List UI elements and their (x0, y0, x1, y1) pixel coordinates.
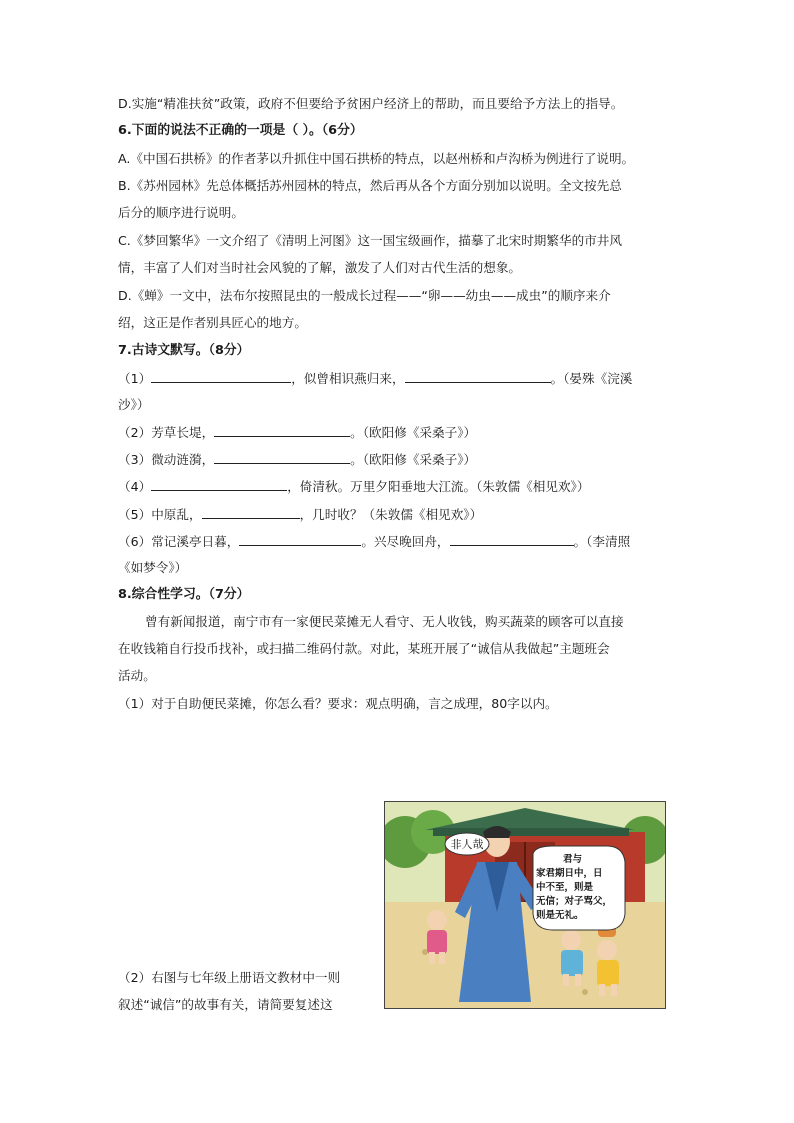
q7-item-2-blank[interactable] (214, 424, 350, 437)
q5-option-d: D.实施“精准扶贫”政策，政府不但要给予贫困户经济上的帮助，而且要给予方法上的指导。 (118, 96, 624, 111)
q8-subquestion-2-line1: （2）右图与七年级上册语文教材中一则 (118, 970, 341, 985)
q7-heading: 7.古诗文默写。（8分） (118, 343, 250, 358)
bubble-right-line3: 中不至，则是 (536, 882, 594, 893)
q7-item-1-mid: ，似曾相识燕归来， (291, 371, 405, 386)
q7-item-6-blank-b[interactable] (450, 533, 574, 546)
q7-item-1-continuation: 沙》） (118, 397, 150, 412)
q6-option-b-line2: 后分的顺序进行说明。 (118, 205, 244, 220)
q8-subquestion-2-line2: 叙述“诚信”的故事有关，请简要复述这 (118, 997, 333, 1012)
q6-option-c-line1: C.《梦回繁华》一文介绍了《清明上河图》这一国宝级画作，描摹了北宋时期繁华的市井风 (118, 233, 622, 248)
q8-paragraph-line3: 活动。 (118, 668, 156, 683)
q6-option-a: A.《中国石拱桥》的作者茅以升抓住中国石拱桥的特点，以赵州桥和卢沟桥为例进行了说明。 (118, 151, 635, 166)
q6-option-b-line1: B.《苏州园林》先总体概括苏州园林的特点，然后再从各个方面分别加以说明。全文按先总 (118, 178, 622, 193)
q7-item-2-start: （2）芳草长堤， (118, 425, 215, 440)
q7-item-6-mid: 。兴尽晚回舟， (361, 534, 450, 549)
q7-item-1 (118, 370, 632, 387)
q7-item-1-number: （1） (118, 371, 152, 386)
q7-item-6-start: （6）常记溪亭日暮， (118, 534, 240, 549)
q7-item-6 (118, 533, 630, 550)
bubble-left-text: 非人哉 (450, 838, 484, 851)
bubble-right-line1: 君与 (563, 854, 583, 865)
q7-item-3-start: （3）微动涟漪， (118, 452, 215, 467)
q7-item-2-end: 。（欧阳修《采桑子》） (350, 425, 477, 440)
q8-paragraph-line2: 在收钱箱自行投币找补，或扫描二维码付款。对此，某班开展了“诚信从我做起”主题班会 (118, 641, 610, 656)
bubble-right-line2: 家君期日中，日 (536, 868, 603, 879)
q7-item-6-continuation: 《如梦令》） (118, 560, 188, 575)
q6-heading: 6.下面的说法不正确的一项是（ ）。（6分） (118, 123, 363, 138)
illustration-drawing (385, 802, 665, 1008)
q7-item-5 (118, 506, 482, 523)
q6-option-d-line1: D.《蝉》一文中，法布尔按照昆虫的一般成长过程——“卵——幼虫——成虫”的顺序来介 (118, 288, 611, 303)
q7-item-5-end: ，几时收？（朱敦儒《相见欢》） (299, 507, 483, 522)
bubble-right-line5: 则是无礼。 (536, 910, 584, 921)
q7-item-4-number: （4） (118, 479, 152, 494)
q7-item-3 (118, 451, 476, 468)
q7-item-4-blank[interactable] (151, 478, 287, 491)
q7-item-4-end: ，倚清秋。万里夕阳垂地大江流。（朱敦儒《相见欢》） (287, 479, 590, 494)
q7-item-6-end: 。（李清照 (573, 534, 631, 549)
bubble-right-line4: 无信；对子骂父， (536, 896, 613, 907)
q7-item-1-blank-b[interactable] (405, 370, 551, 383)
q7-item-3-blank[interactable] (214, 451, 350, 464)
story-illustration (384, 801, 666, 1009)
q8-subquestion-1: （1）对于自助便民菜摊，你怎么看？要求：观点明确，言之成理，80字以内。 (118, 696, 558, 711)
q6-option-d-line2: 绍，这正是作者别具匠心的地方。 (118, 315, 307, 330)
q7-item-2 (118, 424, 476, 441)
q8-heading: 8.综合性学习。（7分） (118, 587, 250, 602)
q7-item-4 (118, 478, 589, 495)
q7-item-1-end: 。（晏殊《浣溪 (550, 371, 633, 386)
q8-paragraph-line1: 曾有新闻报道，南宁市有一家便民菜摊无人看守、无人收钱，购买蔬菜的顾客可以直接 (145, 614, 624, 629)
q7-item-5-start: （5）中原乱， (118, 507, 202, 522)
q7-item-5-blank[interactable] (202, 506, 300, 519)
q7-item-3-end: 。（欧阳修《采桑子》） (350, 452, 477, 467)
q7-item-1-blank-a[interactable] (151, 370, 291, 383)
q7-item-6-blank-a[interactable] (239, 533, 361, 546)
q6-option-c-line2: 情，丰富了人们对当时社会风貌的了解，激发了人们对古代生活的想象。 (118, 260, 521, 275)
